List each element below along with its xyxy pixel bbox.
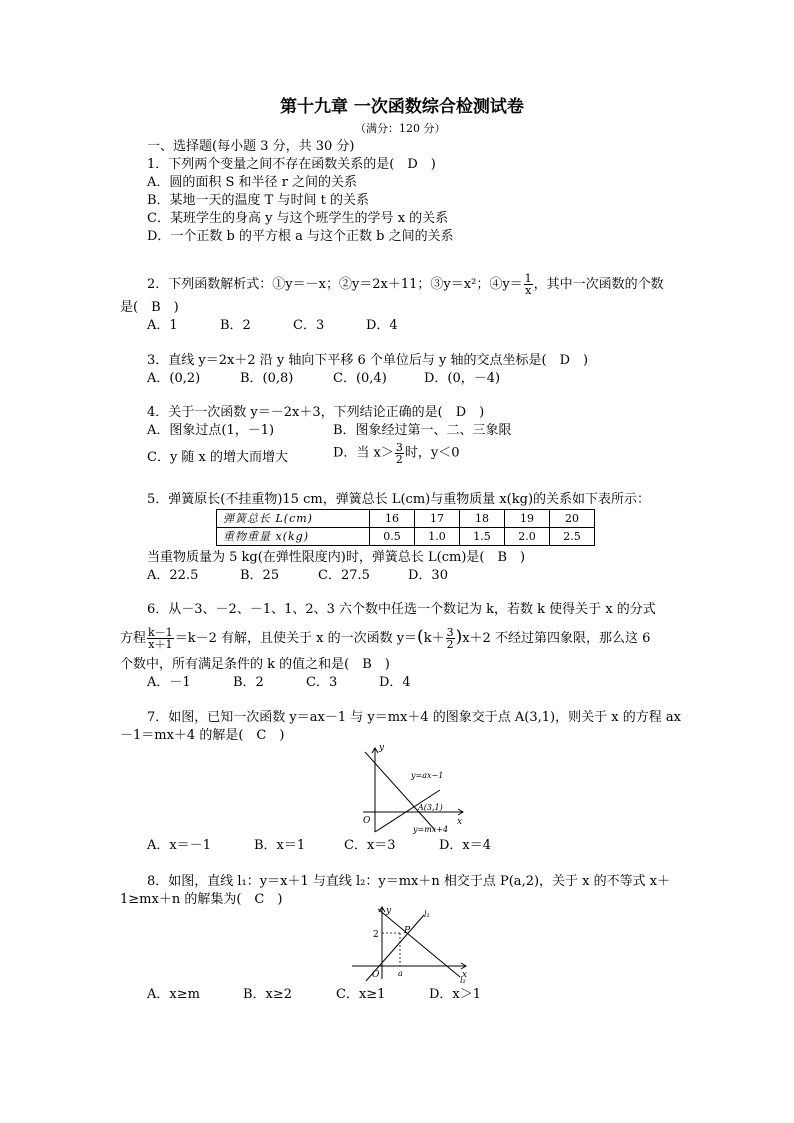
q7-line-mx4-label: y=mx+4	[413, 825, 449, 834]
score-note: （满分：120 分）	[355, 122, 446, 135]
q6-option-d: D．4	[379, 675, 411, 690]
q5-stem: 5．弹簧原长(不挂重物)15 cm，弹簧总长 L(cm)与重物质量 x(kg)的关系如下表所示：	[147, 492, 651, 507]
section-heading: 一、选择题(每小题 3 分，共 30 分)	[147, 139, 355, 154]
table-row	[217, 528, 595, 546]
q3-option-c: C．(0,4)	[333, 371, 387, 386]
q8-line-2: 1≥mx＋n 的解集为( C )	[120, 892, 283, 907]
q2-frac-den: x	[525, 284, 532, 297]
table-row-label: 弹簧总长 L(cm)	[217, 510, 370, 528]
q2-frac-num: 1	[524, 272, 532, 285]
q6-l2-b: ＝k－2 有解，且使关于 x 的一次函数 y＝	[174, 631, 418, 646]
q8-a-label: a	[398, 969, 403, 978]
q2-fraction	[524, 273, 533, 296]
q4-option-d	[333, 442, 460, 465]
table-cell: 1.0	[415, 528, 460, 546]
q8-option-a: A．x≥m	[147, 987, 200, 1002]
q6-line-3: 个数中，所有满足条件的 k 的值之和是( B )	[120, 657, 390, 672]
table-row-label: 重物重量 x(kg)	[217, 528, 370, 546]
q8-origin-label: O	[372, 970, 380, 980]
q3-option-a: A．(0,2)	[147, 371, 201, 386]
q8-two-label: 2	[373, 930, 379, 940]
q6-right-paren: )	[455, 627, 463, 647]
q2-option-d: D．4	[366, 318, 398, 333]
q7-y-label: y	[379, 743, 385, 753]
q1-option-d: D．一个正数 b 的平方根 a 与这个正数 b 之间的关系	[147, 229, 454, 244]
q4-option-a: A．图象过点(1，－1)	[147, 423, 275, 438]
table-cell: 0.5	[370, 528, 415, 546]
table-cell: 16	[370, 510, 415, 528]
q1-stem: 1．下列两个变量之间不存在函数关系的是( D )	[147, 157, 436, 172]
q8-option-d: D．x＞1	[429, 987, 482, 1002]
q5-option-b: B．25	[240, 568, 280, 583]
q5-table	[216, 509, 595, 546]
q8-x-label: x	[462, 970, 468, 980]
table-cell: 2.5	[550, 528, 595, 546]
q2-stem-end: 是( B )	[120, 300, 179, 315]
q2-option-c: C．3	[293, 318, 325, 333]
q6-frac1-den: x＋1	[148, 638, 173, 651]
table-cell: 19	[505, 510, 550, 528]
q6-option-a: A．－1	[147, 675, 191, 690]
q4-frac-den: 2	[395, 453, 403, 466]
q2-stem	[147, 273, 664, 296]
q6-frac1-num: k－1	[148, 626, 173, 639]
q6-fraction-1	[147, 627, 174, 650]
q4-frac-num: 3	[395, 441, 403, 454]
q7-option-a: A．x＝－1	[147, 838, 211, 853]
q7-origin-label: O	[363, 816, 371, 826]
q6-frac2-num: 3	[446, 626, 454, 639]
table-cell: 20	[550, 510, 595, 528]
q7-x-label: x	[457, 817, 463, 827]
q8-line-1: 8．如图，直线 l₁：y＝x＋1 与直线 l₂：y＝mx＋n 相交于点 P(a,2)，关于 x 的不等式 x＋	[147, 874, 671, 889]
q5-stem-2: 当重物质量为 5 kg(在弹性限度内)时，弹簧总长 L(cm)是( B )	[147, 550, 526, 565]
q6-line-2	[120, 622, 650, 654]
q7-option-b: B．x＝1	[254, 838, 306, 853]
q7-figure	[355, 740, 470, 835]
q1-option-a: A．圆的面积 S 和半径 r 之间的关系	[147, 175, 358, 190]
q5-option-d: D．30	[408, 568, 448, 583]
q3-option-b: B．(0,8)	[240, 371, 294, 386]
q7-option-c: C．x＝3	[344, 838, 396, 853]
q8-l2-label: l₂	[460, 976, 466, 985]
q7-option-d: D．x＝4	[439, 838, 492, 853]
q6-option-b: B．2	[233, 675, 264, 690]
q5-option-a: A．22.5	[147, 568, 199, 583]
q6-l2-d: x＋2 不经过第四象限，那么这 6	[462, 631, 651, 646]
table-cell: 2.0	[505, 528, 550, 546]
q6-l2-c: k＋	[423, 631, 445, 646]
q7-line-1: 7．如图，已知一次函数 y＝ax－1 与 y＝mx＋4 的图象交于点 A(3,1)，则关于 x 的方程 ax	[147, 710, 681, 725]
q2-option-b: B．2	[220, 318, 251, 333]
q2-stem-b: ，其中一次函数的个数	[533, 277, 664, 292]
page-title: 第十九章 一次函数综合检测试卷	[280, 97, 524, 117]
q8-p-label: P	[404, 926, 411, 936]
q3-stem: 3．直线 y＝2x＋2 沿 y 轴向下平移 6 个单位后与 y 轴的交点坐标是( D )	[147, 353, 589, 368]
q4-option-b: B．图象经过第一、二、三象限	[333, 423, 512, 438]
table-cell: 17	[415, 510, 460, 528]
q8-option-c: C．x≥1	[336, 987, 386, 1002]
q6-line-1: 6．从－3、－2、－1、1、2、3 六个数中任选一个数记为 k，若数 k 使得关于 x 的分式	[147, 602, 656, 617]
q2-stem-a: 2．下列函数解析式：①y＝－x；②y＝2x＋11；③y＝x²；④y＝	[147, 277, 523, 292]
q5-option-c: C．27.5	[318, 568, 370, 583]
q6-option-c: C．3	[306, 675, 338, 690]
table-row	[217, 510, 595, 528]
q6-l2-a: 方程	[120, 631, 147, 646]
q8-line-l2	[378, 909, 460, 977]
q7-line-ax1-label: y=ax−1	[411, 771, 444, 780]
q3-option-d: D．(0，－4)	[424, 371, 501, 386]
q2-option-a: A．1	[147, 318, 178, 333]
q4-option-c: C．y 随 x 的增大而增大	[147, 450, 289, 465]
q8-option-b: B．x≥2	[243, 987, 293, 1002]
q4-stem: 4．关于一次函数 y＝－2x＋3，下列结论正确的是( D )	[147, 405, 485, 420]
q6-left-paren: (	[417, 627, 424, 647]
q8-figure	[348, 903, 473, 985]
q4-d-a: D．当 x＞	[333, 445, 394, 461]
q8-y-label: y	[386, 906, 392, 916]
q1-option-b: B．某地一天的温度 T 与时间 t 的关系	[147, 193, 369, 208]
q8-l1-label: l₁	[424, 910, 430, 919]
q6-frac2-den: 2	[446, 638, 454, 651]
q4-d-b: 时，y＜0	[404, 445, 460, 461]
q1-option-c: C．某班学生的身高 y 与这个班学生的学号 x 的关系	[147, 211, 449, 226]
q7-line-2: －1＝mx＋4 的解是( C )	[120, 728, 285, 743]
q4-fraction	[395, 442, 404, 465]
table-cell: 18	[460, 510, 505, 528]
q6-fraction-2	[446, 627, 455, 650]
q7-point-a-label: A(3,1)	[418, 803, 443, 812]
table-cell: 1.5	[460, 528, 505, 546]
